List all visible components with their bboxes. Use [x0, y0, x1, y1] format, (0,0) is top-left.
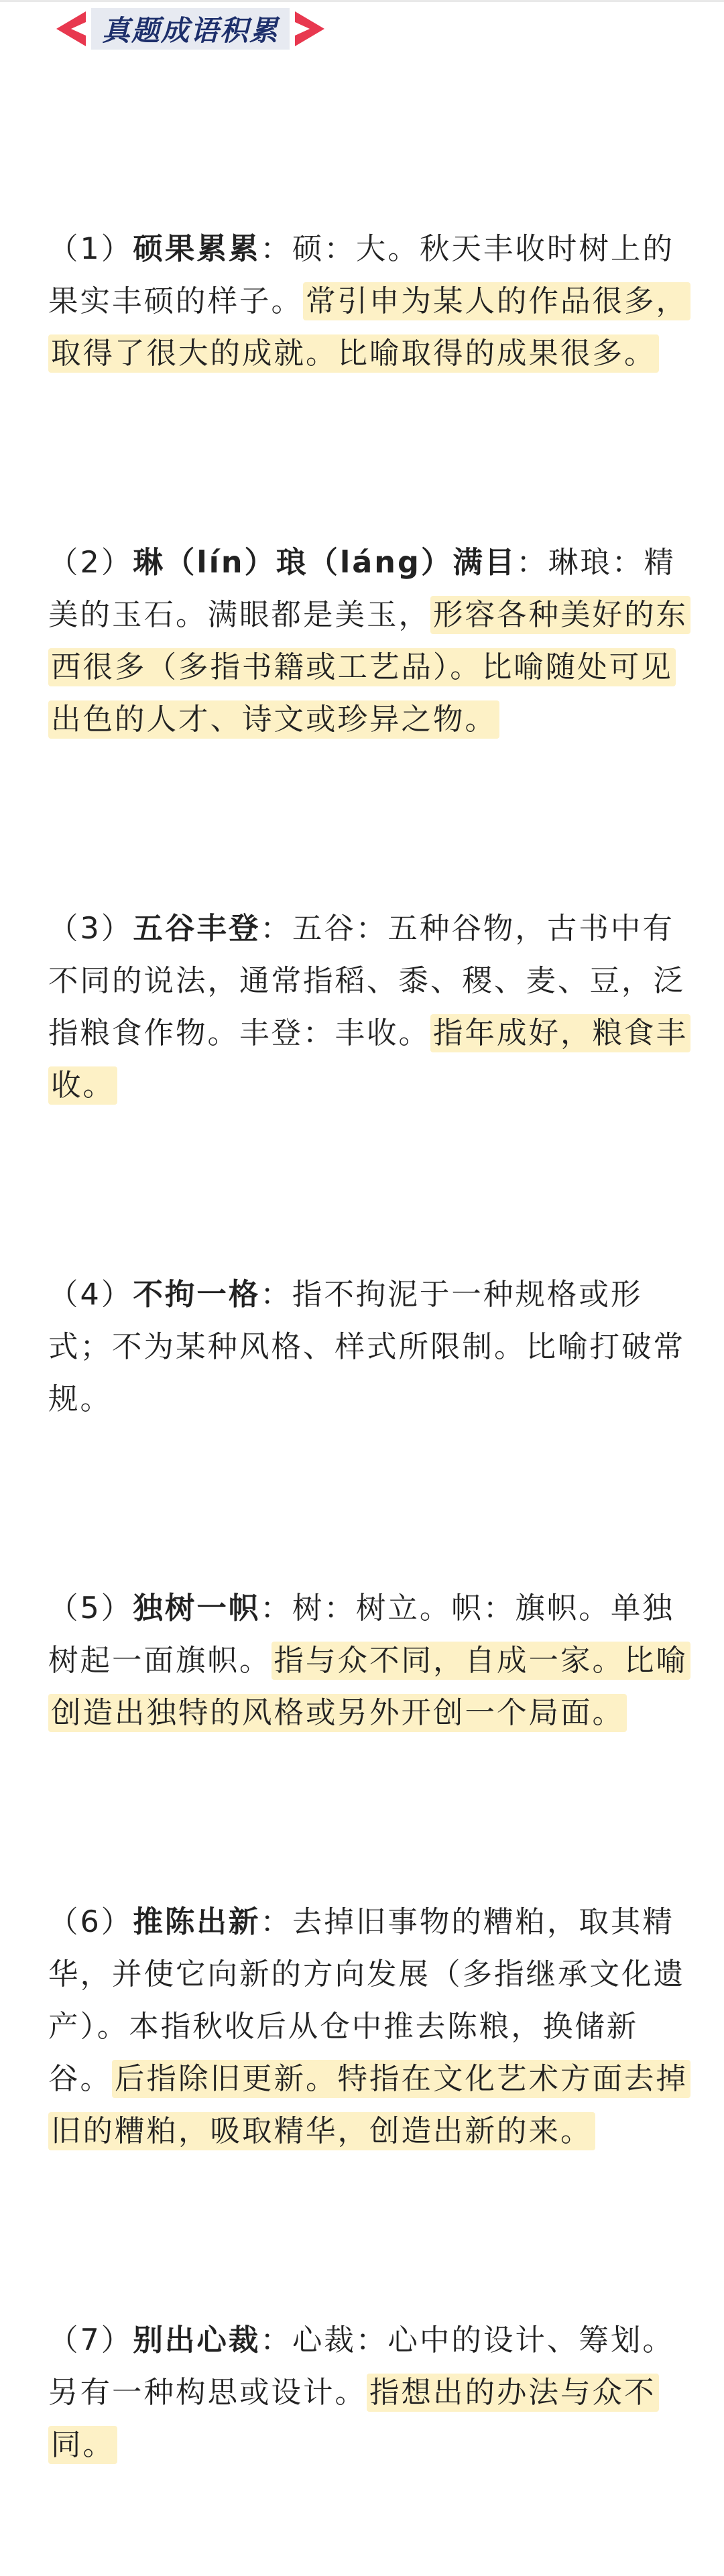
entry-colon: ： — [260, 232, 292, 266]
idiom-highlight: 指想出的办法与众不同。 — [48, 2374, 659, 2464]
idiom-entry — [48, 2315, 688, 2471]
idiom-explanation: 心裁：心中的设计、筹划。另有一种构思或设计。 — [48, 2323, 674, 2410]
chevron-right-icon — [292, 9, 327, 49]
idiom-explanation: 去掉旧事物的糟粕，取其精华，并使它向新的方向发展（多指继承文化遗产）。本指秋收后从仓中推去陈粮，换储新谷。 — [48, 1905, 686, 2096]
entry-colon: ： — [260, 912, 292, 946]
entry-colon: ： — [260, 1591, 292, 1626]
idiom-explanation: 琳琅：精美的玉石。满眼都是美玉， — [48, 546, 676, 632]
idiom-explanation: 五谷：五种谷物，古书中有不同的说法，通常指稻、黍、稷、麦、豆，泛指粮食作物。丰登：丰收。 — [48, 912, 686, 1050]
idiom-term: 独树一帜 — [133, 1591, 261, 1626]
idiom-term: 不拘一格 — [133, 1278, 261, 1312]
idiom-explanation: 树：树立。帜：旗帜。单独树起一面旗帜。 — [48, 1591, 674, 1678]
chevron-left-icon — [54, 9, 88, 49]
entry-colon: ： — [260, 1905, 292, 1939]
idiom-entry — [48, 1896, 688, 2158]
idiom-highlight: 指年成好，粮食丰收。 — [48, 1014, 690, 1105]
title-box — [91, 8, 290, 50]
entry-colon: ： — [260, 1278, 292, 1312]
entry-number: （5） — [48, 1591, 133, 1626]
idiom-term: 别出心裁 — [133, 2323, 261, 2357]
idiom-term: 五谷丰登 — [133, 912, 261, 946]
idiom-explanation: 指不拘泥于一种规格或形式；不为某种风格、样式所限制。比喻打破常规。 — [48, 1278, 686, 1416]
idiom-term: 琳（lín）琅（láng）满目 — [133, 546, 517, 580]
idiom-highlight: 常引申为某人的作品很多，取得了很大的成就。比喻取得的成果很多。 — [48, 282, 690, 373]
entry-number: （6） — [48, 1905, 133, 1939]
page-title: 真题成语积累 — [102, 14, 280, 47]
section-header — [54, 7, 327, 51]
entry-colon: ： — [516, 546, 548, 580]
idiom-highlight: 指与众不同，自成一家。比喻创造出独特的风格或另外开创一个局面。 — [48, 1642, 690, 1732]
idiom-entry — [48, 223, 688, 380]
idiom-term: 硕果累累 — [133, 232, 261, 266]
entry-number: （4） — [48, 1278, 133, 1312]
entry-number: （1） — [48, 232, 133, 266]
top-divider — [0, 0, 724, 2]
idiom-highlight: 后指除旧更新。特指在文化艺术方面去掉旧的糟粕，吸取精华，创造出新的来。 — [48, 2060, 690, 2150]
entry-number: （2） — [48, 546, 133, 580]
idiom-list — [48, 66, 688, 2576]
entry-colon: ： — [260, 2323, 292, 2357]
idiom-entry — [48, 1269, 688, 1426]
entry-number: （7） — [48, 2323, 133, 2357]
idiom-explanation: 硕：大。秋天丰收时树上的果实丰硕的样子。 — [48, 232, 674, 318]
idiom-entry — [48, 903, 688, 1112]
idiom-term: 推陈出新 — [133, 1905, 261, 1939]
idiom-highlight: 形容各种美好的东西很多（多指书籍或工艺品）。比喻随处可见出色的人才、诗文或珍异之物。 — [48, 596, 690, 739]
idiom-entry — [48, 1583, 688, 1739]
entry-number: （3） — [48, 912, 133, 946]
idiom-entry — [48, 537, 688, 746]
